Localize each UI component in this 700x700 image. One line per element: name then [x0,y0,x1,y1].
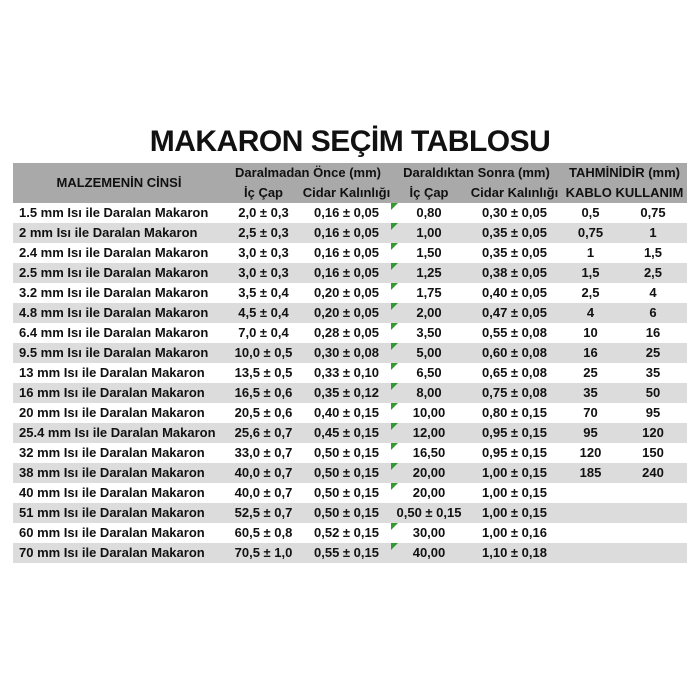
cell-inner-diameter-after-value: 20,00 [412,465,446,480]
cell-wall-thickness-after: 0,75 ± 0,08 [482,385,547,400]
header-material: MALZEMENİN CİNSİ [56,175,182,190]
cell-inner-diameter-before: 70,5 ± 1,0 [234,545,293,560]
cell-flag-icon [391,203,398,210]
table-row [13,443,687,463]
cell-flag-icon [391,383,398,390]
cell-wall-thickness-before: 0,50 ± 0,15 [314,445,379,460]
cell-material: 6.4 mm Isı ile Daralan Makaron [19,325,209,340]
cell-wall-thickness-after: 0,60 ± 0,08 [482,345,547,360]
cell-inner-diameter-after-value: 30,00 [412,525,446,540]
cell-cable-min [562,483,619,503]
cell-cable-max [619,483,687,503]
cell-inner-diameter-after [391,423,467,443]
cell-flag-icon [391,343,398,350]
cell-inner-diameter-before: 52,5 ± 0,7 [234,505,293,520]
header-wall-thickness-after: Cidar Kalınlığı [470,185,559,200]
cell-wall-thickness-before: 0,16 ± 0,05 [314,225,379,240]
cell-material: 40 mm Isı ile Daralan Makaron [19,485,205,500]
cell-wall-thickness-after: 1,00 ± 0,15 [482,465,547,480]
cell-cable-min: 185 [579,465,602,480]
cell-inner-diameter-after [391,263,467,283]
table-row [13,283,687,303]
cell-cable-min [562,503,619,523]
cell-cable-min: 16 [583,345,598,360]
cell-wall-thickness-before: 0,20 ± 0,05 [314,285,379,300]
cell-wall-thickness-before: 0,16 ± 0,05 [314,205,379,220]
cell-cable-max: 4 [649,285,657,300]
cell-inner-diameter-after-value: 2,00 [416,305,442,320]
cell-cable-max: 35 [645,365,661,380]
cell-wall-thickness-before: 0,16 ± 0,05 [314,245,379,260]
cell-cable-min: 1 [586,245,595,260]
table-row [13,403,687,423]
cell-inner-diameter-after-value: 8,00 [416,385,442,400]
cell-inner-diameter-after-value: 1,50 [416,245,442,260]
cell-inner-diameter-after [391,363,467,383]
cell-wall-thickness-before: 0,28 ± 0,05 [314,325,379,340]
cell-wall-thickness-after: 0,38 ± 0,05 [482,265,547,280]
cell-inner-diameter-before: 2,0 ± 0,3 [238,205,289,220]
cell-wall-thickness-after: 0,55 ± 0,08 [482,325,547,340]
cell-flag-icon [391,243,398,250]
header-inner-diameter-after: İç Çap [409,185,449,200]
cell-cable-max: 1 [649,225,657,240]
cell-material: 1.5 mm Isı ile Daralan Makaron [19,205,209,220]
cell-cable-min: 1,5 [581,265,600,280]
cell-wall-thickness-after: 0,95 ± 0,15 [482,425,547,440]
cell-wall-thickness-after: 0,35 ± 0,05 [482,225,547,240]
table-row [13,483,687,503]
cell-cable-min: 25 [583,365,598,380]
cell-inner-diameter-after [391,403,467,423]
cell-inner-diameter-before: 13,5 ± 0,5 [234,365,293,380]
table-row [13,543,687,563]
cell-cable-min: 70 [583,405,598,420]
cell-inner-diameter-after-value: 5,00 [416,345,442,360]
cell-inner-diameter-before: 3,5 ± 0,4 [238,285,289,300]
cell-flag-icon [391,423,398,430]
cell-inner-diameter-before: 33,0 ± 0,7 [234,445,293,460]
cell-material: 70 mm Isı ile Daralan Makaron [19,545,205,560]
cell-material: 2.5 mm Isı ile Daralan Makaron [19,265,209,280]
cell-inner-diameter-after-value: 6,50 [416,365,442,380]
cell-inner-diameter-after [391,543,467,563]
cell-material: 3.2 mm Isı ile Daralan Makaron [19,285,209,300]
cell-wall-thickness-before: 0,50 ± 0,15 [314,505,379,520]
cell-wall-thickness-before: 0,55 ± 0,15 [314,545,379,560]
cell-inner-diameter-after [391,243,467,263]
cell-cable-max: 2,5 [643,265,663,280]
cell-inner-diameter-before: 2,5 ± 0,3 [238,225,289,240]
cell-wall-thickness-before: 0,40 ± 0,15 [314,405,379,420]
cell-inner-diameter-before: 3,0 ± 0,3 [238,245,289,260]
cell-wall-thickness-after: 1,10 ± 0,18 [482,545,547,560]
cell-cable-max: 95 [645,405,661,420]
cell-cable-max [619,503,687,523]
cell-inner-diameter-after [391,323,467,343]
cell-inner-diameter-after-value: 20,00 [412,485,446,500]
cell-inner-diameter-before: 4,5 ± 0,4 [238,305,289,320]
cell-wall-thickness-before: 0,45 ± 0,15 [314,425,379,440]
cell-cable-max: 25 [645,345,661,360]
cell-inner-diameter-after [391,223,467,243]
cell-cable-min: 0,5 [581,205,600,220]
cell-inner-diameter-before: 7,0 ± 0,4 [238,325,289,340]
cell-wall-thickness-after: 1,00 ± 0,15 [482,505,547,520]
cell-wall-thickness-before: 0,33 ± 0,10 [314,365,379,380]
cell-flag-icon [391,323,398,330]
cell-inner-diameter-after-value: 3,50 [416,325,442,340]
cell-wall-thickness-after: 0,30 ± 0,05 [482,205,547,220]
cell-inner-diameter-before: 60,5 ± 0,8 [234,525,293,540]
cell-material: 20 mm Isı ile Daralan Makaron [19,405,205,420]
cell-cable-min: 10 [583,325,598,340]
cell-inner-diameter-before: 40,0 ± 0,7 [234,465,293,480]
header-cable-usage: KABLO KULLANIM [565,185,684,200]
cell-flag-icon [391,263,398,270]
cell-wall-thickness-after: 0,80 ± 0,15 [482,405,547,420]
table-row [13,343,687,363]
cell-material: 60 mm Isı ile Daralan Makaron [19,525,205,540]
cell-cable-max: 1,5 [643,245,663,260]
cell-wall-thickness-before: 0,16 ± 0,05 [314,265,379,280]
cell-inner-diameter-after-value: 0,50 ± 0,15 [396,505,462,520]
cell-inner-diameter-after [391,203,467,223]
cell-flag-icon [391,463,398,470]
cell-cable-min: 4 [586,305,595,320]
cell-inner-diameter-before: 16,5 ± 0,6 [234,385,293,400]
makaron-selection-table [13,163,687,563]
cell-wall-thickness-after: 0,40 ± 0,05 [482,285,547,300]
cell-cable-max: 0,75 [640,205,666,220]
table-row [13,503,687,523]
cell-cable-min: 35 [583,385,598,400]
cell-flag-icon [391,223,398,230]
cell-inner-diameter-after-value: 1,00 [416,225,442,240]
cell-material: 9.5 mm Isı ile Daralan Makaron [19,345,209,360]
cell-cable-max: 150 [642,445,664,460]
table-row [13,523,687,543]
cell-cable-min: 120 [579,445,602,460]
cell-cable-min: 2,5 [581,285,600,300]
cell-wall-thickness-after: 0,65 ± 0,08 [482,365,547,380]
table-row [13,203,687,223]
cell-flag-icon [391,443,398,450]
cell-inner-diameter-after-value: 12,00 [412,425,446,440]
cell-material: 38 mm Isı ile Daralan Makaron [19,465,205,480]
cell-inner-diameter-after [391,303,467,323]
header-group-after-shrink: Daraldıktan Sonra (mm) [403,165,550,180]
cell-flag-icon [391,283,398,290]
cell-wall-thickness-after: 1,00 ± 0,16 [482,525,547,540]
cell-inner-diameter-after-value: 16,50 [412,445,446,460]
cell-inner-diameter-after [391,283,467,303]
header-group-before-shrink: Daralmadan Önce (mm) [235,165,381,180]
cell-inner-diameter-after-value: 1,75 [416,285,442,300]
header-wall-thickness-before: Cidar Kalınlığı [302,185,391,200]
cell-inner-diameter-after [391,483,467,503]
cell-inner-diameter-after-value: 1,25 [416,265,442,280]
cell-inner-diameter-before: 25,6 ± 0,7 [234,425,293,440]
page-title: MAKARON SEÇİM TABLOSU [149,125,551,158]
cell-material: 2 mm Isı ile Daralan Makaron [19,225,198,240]
cell-inner-diameter-after-value: 10,00 [412,405,446,420]
cell-material: 25.4 mm Isı ile Daralan Makaron [19,425,216,440]
cell-flag-icon [391,483,398,490]
cell-inner-diameter-after-value: 0,80 [416,205,442,220]
cell-inner-diameter-before: 3,0 ± 0,3 [238,265,289,280]
cell-wall-thickness-before: 0,35 ± 0,12 [314,385,379,400]
cell-inner-diameter-after [391,503,467,523]
cell-cable-min [562,543,619,563]
table-row [13,323,687,343]
cell-wall-thickness-before: 0,50 ± 0,15 [314,465,379,480]
cell-cable-max: 16 [645,325,661,340]
table-row [13,243,687,263]
cell-inner-diameter-after [391,523,467,543]
cell-material: 32 mm Isı ile Daralan Makaron [19,445,205,460]
cell-flag-icon [391,403,398,410]
cell-inner-diameter-before: 10,0 ± 0,5 [234,345,293,360]
header-inner-diameter-before: İç Çap [243,185,283,200]
cell-wall-thickness-before: 0,50 ± 0,15 [314,485,379,500]
cell-material: 2.4 mm Isı ile Daralan Makaron [19,245,209,260]
table-row [13,363,687,383]
cell-material: 51 mm Isı ile Daralan Makaron [19,505,205,520]
table-row [13,383,687,403]
table-header [13,163,687,203]
table-body [13,203,687,563]
cell-inner-diameter-after [391,443,467,463]
cell-wall-thickness-after: 0,47 ± 0,05 [482,305,547,320]
cell-material: 16 mm Isı ile Daralan Makaron [19,385,205,400]
header-group-estimate: TAHMİNİDİR (mm) [569,165,680,180]
cell-cable-max: 50 [645,385,661,400]
cell-flag-icon [391,523,398,530]
cell-flag-icon [391,363,398,370]
cell-wall-thickness-after: 0,35 ± 0,05 [482,245,547,260]
table-row [13,463,687,483]
cell-cable-max: 120 [642,425,664,440]
cell-cable-max: 240 [642,465,664,480]
cell-inner-diameter-before: 20,5 ± 0,6 [234,405,293,420]
cell-wall-thickness-before: 0,30 ± 0,08 [314,345,379,360]
cell-wall-thickness-before: 0,52 ± 0,15 [314,525,379,540]
cell-inner-diameter-after [391,383,467,403]
cell-wall-thickness-after: 0,95 ± 0,15 [482,445,547,460]
cell-material: 13 mm Isı ile Daralan Makaron [19,365,205,380]
table-row [13,223,687,243]
cell-cable-min: 95 [583,425,598,440]
cell-flag-icon [391,303,398,310]
cell-flag-icon [391,543,398,550]
cell-cable-max [619,523,687,543]
cell-cable-max [619,543,687,563]
cell-wall-thickness-after: 1,00 ± 0,15 [482,485,547,500]
cell-wall-thickness-before: 0,20 ± 0,05 [314,305,379,320]
cell-cable-max: 6 [649,305,657,320]
cell-cable-min: 0,75 [577,225,604,240]
cell-inner-diameter-before: 40,0 ± 0,7 [234,485,293,500]
cell-material: 4.8 mm Isı ile Daralan Makaron [19,305,209,320]
cell-inner-diameter-after [391,343,467,363]
table-row [13,263,687,283]
cell-inner-diameter-after-value: 40,00 [412,545,446,560]
cell-inner-diameter-after [391,463,467,483]
table-row [13,303,687,323]
cell-cable-min [562,523,619,543]
table-row [13,423,687,443]
